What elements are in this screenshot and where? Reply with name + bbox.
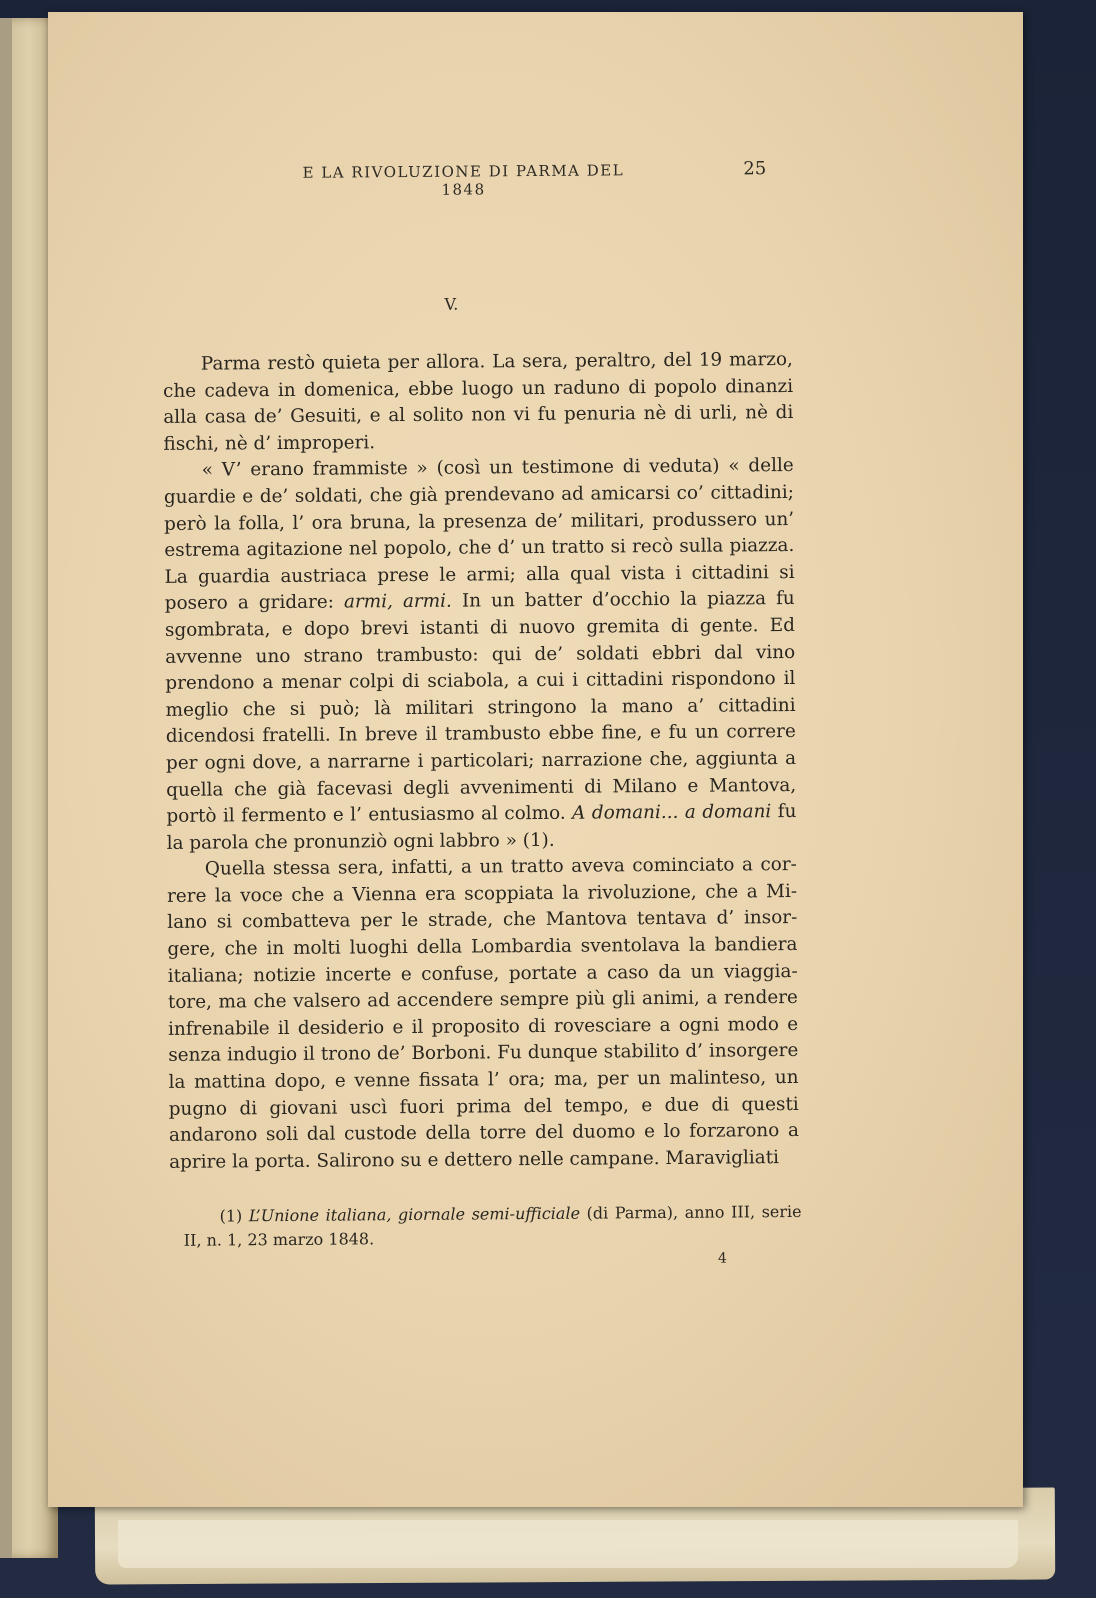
- paragraph-3: Quella stessa sera, infatti, a un tratto aveva cominciato a correre la voce che a Vienna era scoppiata la rivoluzione, che a Milano si combatteva per le strade, che Mantova tentava d’ insorgere, che in molti luoghi della Lombardia sventolava la bandiera italiana; notizie incerte e confuse, portate a caso da un viaggiatore, ma che valsero ad accendere sempre più gli animi, a rendere infrenabile il desiderio e il proposito di rovesciare a ogni modo e senza indugio il trono de’ Borboni. Fu dunque stabilito d’ insorgere la mattina dopo, e venne fissata l’ ora; ma, per un malinteso, un pugno di giovani uscì fuori prima del tempo, e due di questi andarono soli dal custode della torre del duomo e lo forzarono a aprire la porta. Salirono su e dettero nelle campane. Maravigliati: [166, 854, 800, 1173]
- binding-edge: [0, 18, 12, 1558]
- footnote: [183, 1200, 801, 1253]
- body-text: [163, 347, 799, 1176]
- paragraph-2: [164, 453, 797, 857]
- paragraph-2-italic-a: armi, armi.: [343, 590, 452, 613]
- paragraph-1: Parma restò quieta per allora. La sera, peraltro, del 19 marzo, che cadeva in domenica, ebbe luogo un raduno di popolo dinanzi alla casa de’ Gesuiti, e al solito non vi fu penuria nè di urli, nè di fischi, nè d’ improperi.: [163, 348, 794, 455]
- footnote-rest: (di Parma), anno III, serie II, n. 1, 23 marzo 1848.: [183, 1201, 802, 1250]
- signature-mark: 4: [717, 1250, 727, 1267]
- paragraph-2-text-c: fu la parola che pronunziò ogni labbro » (1).: [166, 801, 797, 854]
- book-page: [48, 12, 1023, 1507]
- page-number: 25: [743, 158, 767, 180]
- paragraph-2-text-a: « V’ erano frammiste » (così un testimone di veduta) « delle guardie e de’ soldati, che già prendevano ad amicarsi co’ cittadini; però la folla, l’ ora bruna, la presenza de’ militari, produssero un’ estrema agitazione nel popolo, che d’ un tratto si recò sulla piazza. La guardia austriaca prese le armi; alla qual vista i cittadini si posero a gridare:: [163, 455, 795, 615]
- footnote-marker: (1): [219, 1206, 249, 1226]
- running-head: E LA RIVOLUZIONE DI PARMA DEL 1848: [302, 161, 625, 199]
- paragraph-2-text-b: In un batter d’occhio la piazza fu sgombrata, e dopo brevi istanti di nuovo gremita di gente. Ed avvenne uno strano trambusto: qui de’ soldati ebbri dal vino prendono a menar colpi di sciabola, a cui i cittadini rispondono il meglio che si può; là militari stringono la mano a’ cittadini dicendosi fratelli. In breve il trambusto ebbe fine, e fu un correre per ogni dove, a narrarne i particolari; narrazione che, aggiunta a quella che già facevasi degli avvenimenti di Milano e Mantova, portò il fermento e l’ entusiasmo al colmo.: [164, 588, 797, 827]
- paragraph-2-italic-b: A domani... a domani: [572, 801, 772, 824]
- page-content: [42, 8, 1029, 1511]
- footnote-source-title: L’Unione italiana, giornale semi-ufficiale: [248, 1203, 581, 1226]
- section-heading: V.: [444, 294, 459, 314]
- underlying-leaves-light: [118, 1520, 1018, 1568]
